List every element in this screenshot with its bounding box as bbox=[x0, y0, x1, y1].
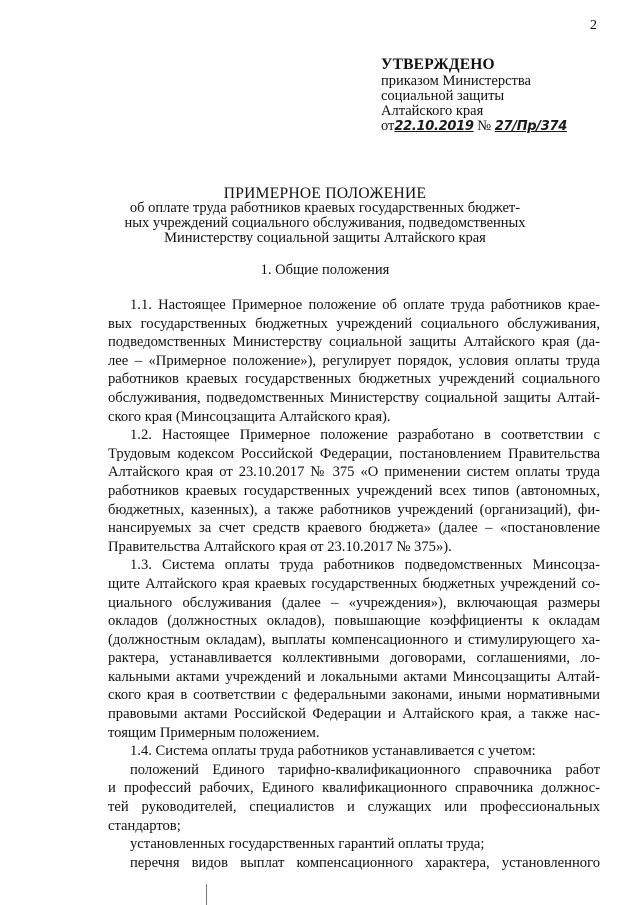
paragraph-line: Правительства Алтайского края от 23.10.2017 № 375»). bbox=[108, 538, 452, 555]
paragraph-line: ского края (Минсоцзащита Алтайского края). bbox=[108, 408, 391, 425]
paragraph-line: тоящим Примерным положением. bbox=[108, 724, 320, 741]
paragraph-line: бюджетных, казенных), а также работников учреждений (организаций), фи- bbox=[108, 501, 600, 518]
paragraph-line: подведомственных Министерству социальной защиты Алтайского края (да- bbox=[108, 334, 600, 351]
paragraph-line: нансируемых за счет средств краевого бюджета» (далее – «постановление bbox=[108, 520, 600, 537]
paragraph-line: и профессий рабочих, Единого квалификационного справочника должнос- bbox=[108, 780, 600, 797]
paragraph-line: рактера, устанавливается коллективными договорами, соглашениями, ло- bbox=[108, 650, 600, 667]
paragraph-line: правовыми актами Российской Федерации и Алтайского края, а также нас- bbox=[108, 706, 600, 723]
paragraph-line: 1.4. Система оплаты труда работников устанавливается с учетом: bbox=[130, 743, 536, 760]
paragraph-line: 1.3. Система оплаты труда работников подведомственных Минсоцза- bbox=[130, 557, 600, 574]
section-heading: 1. Общие положения bbox=[260, 262, 390, 278]
paragraph-line: вых государственных бюджетных учреждений социального обслуживания, bbox=[108, 315, 600, 332]
paragraph-line: кальными актами учреждений и локальными актами Минсоцзащиты Алтай- bbox=[108, 668, 600, 685]
document-subtitle-line: ных учреждений социального обслуживания, подведомственных bbox=[124, 215, 526, 231]
approval-stamp bbox=[381, 57, 621, 134]
document-subtitle-line: Министерству социальной защиты Алтайского края bbox=[164, 230, 486, 246]
approval-line: приказом Министерства bbox=[381, 73, 531, 89]
page-number: 2 bbox=[590, 18, 597, 33]
paragraph-line: тей руководителей, специалистов и служащих или профессиональных bbox=[108, 799, 600, 816]
paragraph-line: работников краевых государственных учреждений всех типов (автономных, bbox=[108, 482, 600, 499]
date-prefix: от bbox=[381, 118, 395, 134]
number-prefix: № bbox=[477, 118, 492, 134]
handwritten-date: 22.10.2019 bbox=[394, 119, 474, 134]
paragraph-line: (должностным окладам), выплаты компенсационного и стимулирующего ха- bbox=[108, 631, 600, 648]
paragraph-line: обслуживания, подведомственных Министерству социальной защиты Алтай- bbox=[108, 389, 600, 406]
paragraph-line: щите Алтайского края краевых государственных бюджетных учреждений со- bbox=[108, 575, 600, 592]
paragraph-line: Трудовым кодексом Российской Федерации, постановлением Правительства bbox=[108, 445, 600, 462]
paragraph-line: перечня видов выплат компенсационного характера, установленного bbox=[130, 854, 600, 871]
paragraph-line: лее – «Примерное положение»), регулирует порядок, условия оплаты труда bbox=[108, 352, 600, 369]
body-text bbox=[108, 296, 600, 872]
approval-date-line bbox=[381, 119, 621, 134]
paragraph-line: окладов (должностных окладов), повышающие коэффициенты к окладам bbox=[108, 613, 600, 630]
paragraph-line: положений Единого тарифно-квалификационного справочника работ bbox=[130, 761, 600, 778]
paragraph-line: циального обслуживания (далее – «учреждения»), включающая размеры bbox=[108, 594, 600, 611]
paragraph-line: установленных государственных гарантий оплаты труда; bbox=[130, 836, 485, 853]
handwritten-number: 27/Пр/374 bbox=[494, 119, 567, 134]
document-title-block bbox=[110, 186, 540, 246]
paragraph-line: работников краевых государственных бюджетных учреждений социального bbox=[108, 371, 600, 388]
paragraph-line: стандартов; bbox=[108, 817, 181, 834]
paragraph-line: ского края в соответствии с федеральными законами, иными нормативными bbox=[108, 687, 600, 704]
approval-line: Алтайского края bbox=[381, 103, 484, 119]
paragraph-line: 1.2. Настоящее Примерное положение разработано в соответствии с bbox=[130, 427, 600, 444]
approval-line: социальной защиты bbox=[381, 88, 505, 104]
document-subtitle-line: об оплате труда работников краевых государственных бюджет- bbox=[129, 200, 521, 216]
approval-heading: УТВЕРЖДЕНО bbox=[381, 56, 495, 73]
paragraph-line: 1.1. Настоящее Примерное положение об оплате труда работников крае- bbox=[130, 297, 600, 313]
scan-artifact-mark bbox=[206, 884, 207, 905]
document-title: ПРИМЕРНОЕ ПОЛОЖЕНИЕ bbox=[223, 185, 427, 202]
paragraph-line: Алтайского края от 23.10.2017 № 375 «О применении систем оплаты труда bbox=[108, 464, 600, 481]
